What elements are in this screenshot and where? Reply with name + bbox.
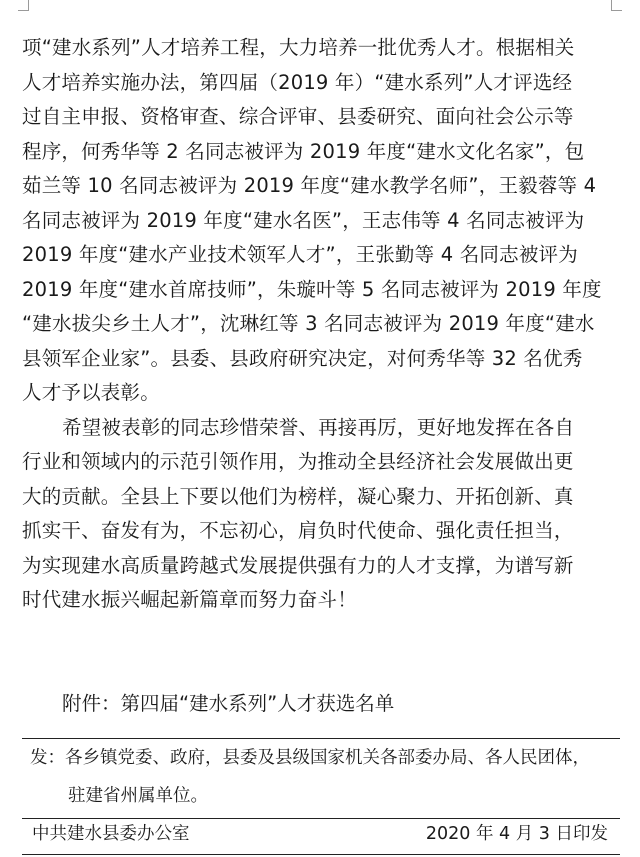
divider-middle <box>22 818 620 819</box>
text-line: 名同志被评为 2019 年度“建水名医”，王志伟等 4 名同志被评为 <box>22 208 585 232</box>
paragraph-commendation <box>22 31 620 411</box>
issuer-name: 中共建水县委办公室 <box>32 824 190 844</box>
text-line: 茹兰等 10 名同志被评为 2019 年度“建水教学名师”，王毅蓉等 4 <box>22 174 597 197</box>
text-line: 2019 年度“建水产业技术领军人才”，王张勤等 4 名同志被评为 <box>22 243 578 266</box>
text-line: 行业和领域内的示范引领作用，为推动全县经济社会发展做出更 <box>22 450 574 473</box>
text-line: 时代建水振兴崛起新篇章而努力奋斗！ <box>22 588 357 611</box>
divider-bottom <box>22 854 620 855</box>
attachment-note: 附件：第四届“建水系列”人才获选名单 <box>62 692 395 715</box>
text-line: 为实现建水高质量跨越式发展提供强有力的人才支撑，为谱写新 <box>22 553 574 577</box>
distribution-list-continued: 驻建省州属单位。 <box>68 786 208 806</box>
text-line: 程序，何秀华等 2 名同志被评为 2019 年度“建水文化名家”，包 <box>22 139 585 163</box>
text-line: 县领军企业家”。县委、县政府研究决定，对何秀华等 32 名优秀 <box>22 346 583 370</box>
distribution-list: 发：各乡镇党委、政府，县委及县级国家机关各部委办局、各人民团体， <box>30 748 590 768</box>
paragraph-expectation <box>22 411 620 618</box>
issue-date: 2020 年 4 月 3 日印发 <box>425 824 608 844</box>
text-line: 人才予以表彰。 <box>22 381 160 404</box>
text-line: 项“建水系列”人才培养工程，大力培养一批优秀人才。根据相关 <box>22 36 575 59</box>
text-line: 抓实干、奋发有为，不忘初心，肩负时代使命、强化责任担当， <box>22 519 574 542</box>
text-line: 希望被表彰的同志珍惜荣誉、再接再厉，更好地发挥在各自 <box>62 415 575 439</box>
text-line: “建水拔尖乡土人才”，沈琳红等 3 名同志被评为 2019 年度“建水 <box>22 312 595 335</box>
text-line: 过自主申报、资格审查、综合评审、县委研究、面向社会公示等 <box>22 105 574 128</box>
page-corner-mark-left <box>18 0 29 11</box>
text-line: 大的贡献。全县上下要以他们为榜样，凝心聚力、开拓创新、真 <box>22 484 574 508</box>
document-body <box>22 31 620 618</box>
divider-top <box>22 738 620 739</box>
page-corner-mark-right <box>611 0 622 11</box>
text-line: 人才培养实施办法，第四届（2019 年）“建水系列”人才评选经 <box>22 70 573 94</box>
text-line: 2019 年度“建水首席技师”，朱璇叶等 5 名同志被评为 2019 年度 <box>22 277 602 301</box>
